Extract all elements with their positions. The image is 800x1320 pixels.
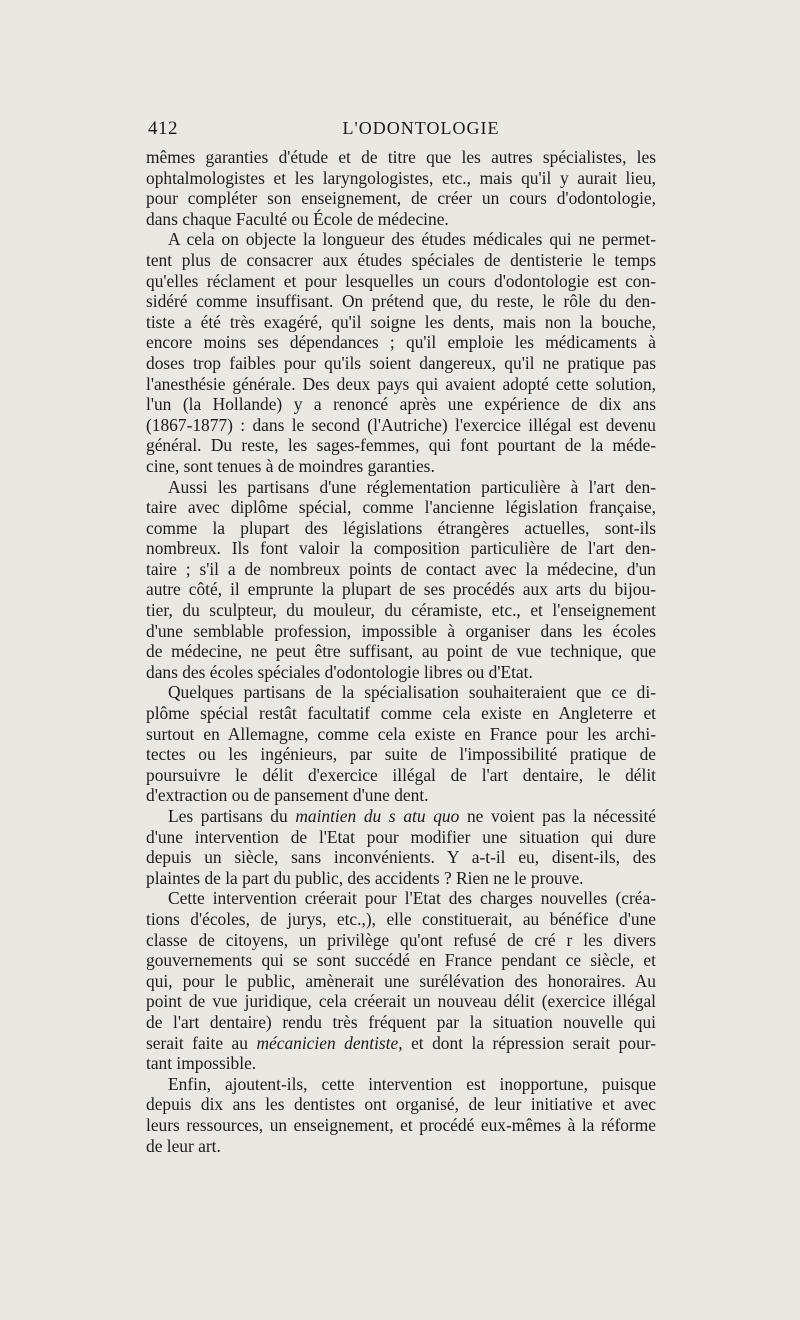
text-line: taire avec diplôme spécial, comme l'ancienne législation française,	[146, 497, 656, 518]
text-line: autre côté, il emprunte la plupart de ses procédés aux arts du bijou-	[146, 579, 656, 600]
text-line: de médecine, ne peut être suffisant, au point de vue technique, que	[146, 641, 656, 662]
text-line: tectes ou les ingénieurs, par suite de l'impossibilité pratique de	[146, 744, 656, 765]
text-line: l'anesthésie générale. Des deux pays qui avaient adopté cette solution,	[146, 373, 656, 394]
page-header	[148, 118, 654, 144]
text-line: qu'elles réclament et pour lesquelles un cours d'odontologie est con-	[146, 270, 656, 291]
text-line: tent plus de consacrer aux études spéciales de dentisterie le temps	[146, 249, 656, 270]
text-line: tions d'écoles, de jurys, etc.,), elle constituerait, au bénéfice d'une	[146, 908, 656, 929]
body-text	[146, 147, 656, 1156]
text-line: tiste a été très exagéré, qu'il soigne les dents, mais non la bouche,	[146, 311, 656, 332]
text-line: point de vue juridique, cela créerait un nouveau délit (exercice illégal	[146, 991, 656, 1012]
paragraph	[146, 888, 656, 1073]
text-line: de leur art.	[146, 1135, 221, 1156]
text-line: surtout en Allemagne, comme cela existe en France pour les archi-	[146, 723, 656, 744]
text-line: qui, pour le public, amènerait une surélévation des honoraires. Au	[146, 970, 656, 991]
text-line: dans des écoles spéciales d'odontologie libres ou d'Etat.	[146, 661, 533, 682]
paragraph	[146, 1074, 656, 1156]
text-line: tant impossible.	[146, 1053, 257, 1074]
text-line: doses trop faibles pour qu'ils soient dangereux, qu'il ne pratique pas	[146, 352, 656, 373]
text-line: l'un (la Hollande) y a renoncé après une expérience de dix ans	[146, 394, 656, 415]
text-line: gouvernements qui se sont succédé en France pendant ce siècle, et	[146, 950, 656, 971]
text-line: Aussi les partisans d'une réglementation particulière à l'art den-	[168, 476, 656, 497]
paragraph	[146, 806, 656, 888]
paragraph	[146, 477, 656, 683]
text-line: tier, du sculpteur, du mouleur, du céramiste, etc., et l'enseignement	[146, 600, 656, 621]
text-line: comme la plupart des législations étrangères actuelles, sont-ils	[146, 517, 656, 538]
text-line: Cette intervention créerait pour l'Etat des charges nouvelles (créa-	[168, 888, 656, 909]
text-line: depuis dix ans les dentistes ont organisé, de leur initiative et avec	[146, 1094, 656, 1115]
text-line: de l'art dentaire) rendu très fréquent par la situation nouvelle qui	[146, 1011, 656, 1032]
running-title: L'ODONTOLOGIE	[342, 118, 500, 138]
text-line: (1867-1877) : dans le second (l'Autriche) l'exercice illégal est devenu	[146, 414, 656, 435]
text-line: encore moins ses dépendances ; qu'il emploie les médicaments à	[146, 332, 656, 353]
text-line: dans chaque Faculté ou École de médecine.	[146, 208, 449, 229]
paragraph	[146, 682, 656, 806]
text-line: A cela on objecte la longueur des études médicales qui ne permet-	[168, 229, 656, 250]
text-line: nombreux. Ils font valoir la composition particulière de l'art den-	[146, 538, 656, 559]
text-line: ophtalmologistes et les laryngologistes, etc., mais qu'il y aurait lieu,	[146, 167, 656, 188]
italic-phrase: maintien du s atu quo	[295, 806, 460, 826]
italic-phrase: mécanicien dentiste,	[256, 1032, 403, 1053]
text-line: plaintes de la part du public, des accidents ? Rien ne le prouve.	[146, 867, 584, 888]
paragraph	[146, 229, 656, 476]
text-line: mêmes garanties d'étude et de titre que les autres spécialistes, les	[146, 147, 656, 167]
text-line: poursuivre le délit d'exercice illégal de l'art dentaire, le délit	[146, 764, 656, 785]
text-line: classe de citoyens, un privilège qu'ont refusé de cré r les divers	[146, 929, 656, 950]
text-line: taire ; s'il a de nombreux points de contact avec la médecine, d'un	[146, 558, 656, 579]
text-line: Les partisans du maintien du s atu quo ne voient pas la nécessité	[168, 806, 656, 826]
text-line: plôme spécial restât facultatif comme cela existe en Angleterre et	[146, 703, 656, 724]
text-line: depuis un siècle, sans inconvénients. Y a-t-il eu, disent-ils, des	[146, 847, 656, 868]
text-line: leurs ressources, un enseignement, et procédé eux-mêmes à la réforme	[146, 1114, 656, 1135]
text-line: serait faite au mécanicien dentiste, et dont la répression serait pour-	[146, 1032, 656, 1053]
text-line: d'extraction ou de pansement d'une dent.	[146, 785, 429, 806]
text-line: d'une semblable profession, impossible à organiser dans les écoles	[146, 620, 656, 641]
text-line: d'une intervention de l'Etat pour modifier une situation qui dure	[146, 826, 656, 847]
text-line: sidéré comme insuffisant. On prétend que, du reste, le rôle du den-	[146, 291, 656, 312]
text-line: général. Du reste, les sages-femmes, qui font pourtant de la méde-	[146, 435, 656, 456]
text-line: pour compléter son enseignement, de créer un cours d'odontologie,	[146, 188, 656, 209]
page-number: 412	[148, 118, 178, 139]
text-line: Quelques partisans de la spécialisation souhaiteraient que ce di-	[168, 682, 656, 703]
text-line: cine, sont tenues à de moindres garanties.	[146, 455, 435, 476]
paragraph	[146, 147, 656, 229]
text-line: Enfin, ajoutent-ils, cette intervention est inopportune, puisque	[168, 1073, 656, 1094]
